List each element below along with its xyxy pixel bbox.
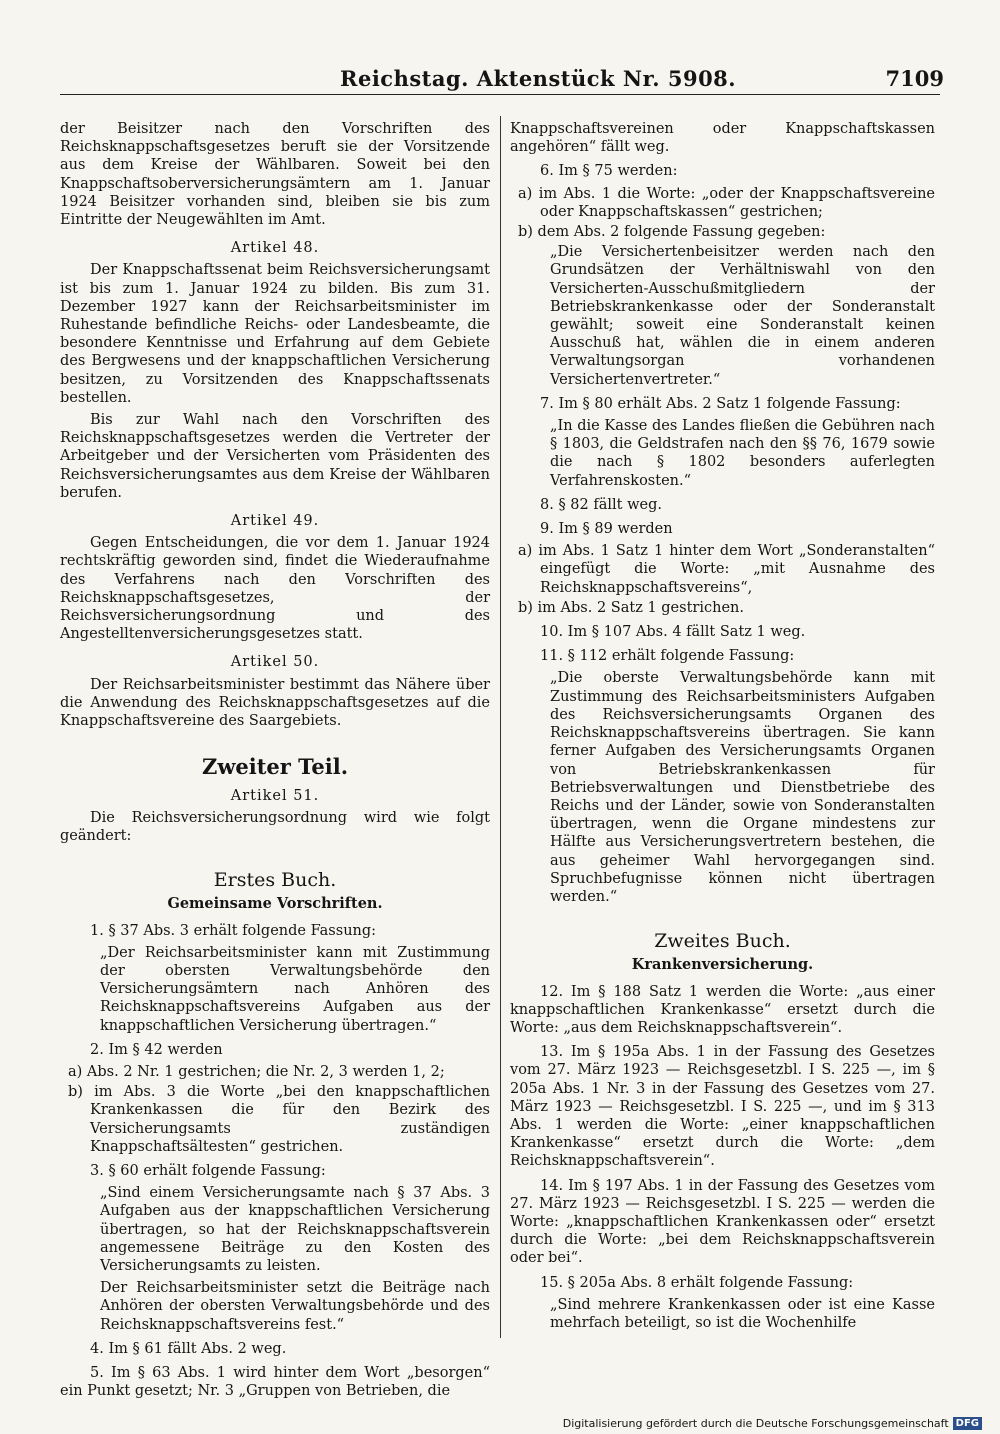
digitization-credit [563,1417,982,1430]
paragraph-art: Artikel 50. [230,654,320,671]
paragraph-num: 1. § 37 Abs. 3 erhält folgende Fassung: [90,922,377,939]
paragraph-text: der Beisitzer nach den Vorschriften des Reichsknappschaftsgesetzes beruft sie der Vorsitzende aus dem Kreise der Wählbaren. Soweit bei den Knappschaftsoberversicherungsämtern am 1. Januar 1924 Beisitzer vorhanden sind, bleiben sie bis zum Eintritte der Neugewählten im Amt. [60,121,490,229]
paragraph-num: 8. § 82 fällt weg. [540,496,662,513]
paragraph-num: 5. Im § 63 Abs. 1 wird hinter dem Wort „besorgen“ ein Punkt gesetzt; Nr. 3 „Gruppen von Betrieben, die [60,1364,490,1400]
paragraph-num: 9. Im § 89 werden [540,521,673,538]
paragraph-quote: Der Reichsarbeitsminister setzt die Beiträge nach Anhören der obersten Verwaltungsbehörde und des Reichsknappschaftsvereins fest.“ [100,1280,490,1333]
paragraph-num: 15. § 205a Abs. 8 erhält folgende Fassung: [540,1274,854,1291]
paragraph-num: 13. Im § 195a Abs. 1 in der Fassung des Gesetzes vom 27. März 1923 — Reichsgesetzbl. I S. 225 —, im § 205a Abs. 1 Nr. 3 in der Fassung des Gesetzes vom 27. März 1923 — Reichsgesetzbl. I S. 225 —, und im § 313 Abs. 1 werden die Worte: „einer knappschaftlichen Krankenkasse“ ersetzt durch die Worte: „dem Reichsknappschaftsverein“. [510,1044,935,1170]
paragraph-sub: a) im Abs. 1 Satz 1 hinter dem Wort „Sonderanstalten“ eingefügt die Worte: „mit Ausnahme des Reichsknappschaftsvereins“, [518,543,935,596]
paragraph-art: Artikel 49. [230,513,320,530]
paragraph-num: 10. Im § 107 Abs. 4 fällt Satz 1 weg. [540,624,806,641]
paragraph-art: Artikel 48. [230,240,320,257]
paragraph-teil: Zweiter Teil. [201,754,349,780]
paragraph-indent: Bis zur Wahl nach den Vorschriften des Reichsknappschaftsgesetzes werden die Vertreter der Arbeitgeber und der Versicherten vom Präsidenten des Reichsversicherungsamtes aus dem Kreise der Wählbaren berufen. [60,412,490,501]
paragraph-num: 7. Im § 80 erhält Abs. 2 Satz 1 folgende Fassung: [540,395,901,412]
paragraph-num: 2. Im § 42 werden [90,1041,223,1058]
paragraph-indent: Gegen Entscheidungen, die vor dem 1. Januar 1924 rechtskräftig geworden sind, findet die Wiederaufnahme des Verfahrens nach den Vorschriften des Reichsknappschaftsgesetzes, der Reichsversicherungsordnung und des Angestelltenversicherungsgesetzes statt. [60,535,490,643]
document-title: Reichstag. Aktenstück Nr. 5908. [340,66,737,91]
right-column [510,120,935,1336]
paragraph-num: 11. § 112 erhält folgende Fassung: [540,648,795,665]
paragraph-num: 3. § 60 erhält folgende Fassung: [90,1162,326,1179]
paragraph-sub: a) Abs. 2 Nr. 1 gestrichen; die Nr. 2, 3 werden 1, 2; [68,1063,445,1080]
paragraph-buch: Zweites Buch. [654,930,791,953]
paragraph-sub: b) dem Abs. 2 folgende Fassung gegeben: [518,224,826,241]
paragraph-quote: „In die Kasse des Landes fließen die Gebühren nach § 1803, die Geldstrafen nach den §§ 76, 1679 sowie die nach § 1802 besonders auferlegten Verfahrenskosten.“ [550,418,935,489]
paragraph-num: 12. Im § 188 Satz 1 werden die Worte: „aus einer knappschaftlichen Krankenkasse“ ersetzt durch die Worte: „aus dem Reichsknappschaftsverein“. [510,983,935,1036]
dfg-logo-icon: DFG [953,1417,982,1430]
paragraph-quote: „Die oberste Verwaltungsbehörde kann mit Zustimmung des Reichsarbeitsministers Aufgaben des Reichsversicherungsamts Organen des Reichsknappschaftsvereins übertragen. Sie kann ferner Aufgaben des Versicherungsamts Organen von Betriebskrankenkassen für Betriebsverwaltungen und Dienstbetriebe des Reichs und der Länder, sowie von Sonderanstalten übertragen, wenn die Organe mindestens zur Hälfte aus Versicherungsvertretern bestehen, die aus geheimer Wahl hervorgegangen sind. Spruchbefugnisse können nicht übertragen werden.“ [550,670,935,905]
paragraph-indent: Die Reichsversicherungsordnung wird wie folgt geändert: [60,809,490,844]
paragraph-indent: Der Knappschaftssenat beim Reichsversicherungsamt ist bis zum 1. Januar 1924 zu bilden. Bis zum 31. Dezember 1927 kann der Reichsarbeitsminister im Ruhestande befindliche Reichs- oder Landesbeamte, die besondere Kenntnisse und Erfahrung auf dem Gebiete des Bergwesens und der knappschaftlichen Versicherung besitzen, zu Vorsitzenden des Knappschaftssenats bestellen. [60,262,490,406]
paragraph-sub: b) im Abs. 2 Satz 1 gestrichen. [518,599,744,616]
credit-text: Digitalisierung gefördert durch die Deutsche Forschungsgemeinschaft [562,1417,949,1430]
paragraph-num: 6. Im § 75 werden: [540,163,678,180]
paragraph-num: 4. Im § 61 fällt Abs. 2 weg. [90,1340,287,1357]
paragraph-buch: Erstes Buch. [213,869,337,892]
paragraph-head: Krankenversicherung. [631,956,814,974]
paragraph-sub: b) im Abs. 3 die Worte „bei den knappschaftlichen Krankenkassen die für den Bezirk des Versicherungsamts zuständigen Knappschaftsältesten“ gestrichen. [68,1084,490,1155]
page-header [60,66,944,95]
paragraph-quote: „Der Reichsarbeitsminister kann mit Zustimmung der obersten Verwaltungsbehörde den Versicherungsämtern nach Anhören des Reichsknappschaftsvereins Aufgaben aus der knappschaftlichen Versicherung übertragen.“ [100,944,490,1034]
paragraph-quote: „Die Versichertenbeisitzer werden nach den Grundsätzen der Verhältniswahl von den Versicherten-Ausschußmitgliedern der Betriebskrankenkasse oder der Sonderanstalt gewählt; soweit eine Sonderanstalt keinen Ausschuß hat, wählen die in einem anderen Verwaltungsorgan vorhandenen Versichertenvertreter.“ [550,244,935,388]
paragraph-quote: „Sind mehrere Krankenkassen oder ist eine Kasse mehrfach beteiligt, so ist die Wochenhilfe [550,1296,935,1331]
paragraph-num: 14. Im § 197 Abs. 1 in der Fassung des Gesetzes vom 27. März 1923 — Reichsgesetzbl. I S. 225 — werden die Worte: „knappschaftlichen Krankenkassen oder“ ersetzt durch die Worte: „bei dem Reichsknappschaftsverein oder bei“. [510,1177,935,1267]
paragraph-text: Knappschaftsvereinen oder Knappschaftskassen angehören“ fällt weg. [510,121,935,156]
paragraph-head: Gemeinsame Vorschriften. [167,895,383,913]
page-number: 7109 [885,66,944,91]
paragraph-sub: a) im Abs. 1 die Worte: „oder der Knappschaftsvereine oder Knappschaftskassen“ gestrichen; [518,185,935,220]
paragraph-indent: Der Reichsarbeitsminister bestimmt das Nähere über die Anwendung des Reichsknappschaftsgesetzes auf die Knappschaftsvereine des Saargebiets. [60,676,490,730]
left-column [60,120,490,1404]
paragraph-quote: „Sind einem Versicherungsamte nach § 37 Abs. 3 Aufgaben aus der knappschaftlichen Versicherung übertragen, so hat der Reichsknappschaftsverein angemessene Beiträge zu den Kosten des Versicherungsamts zu leisten. [100,1185,490,1274]
paragraph-art: Artikel 51. [230,787,320,804]
column-divider [500,116,501,1338]
